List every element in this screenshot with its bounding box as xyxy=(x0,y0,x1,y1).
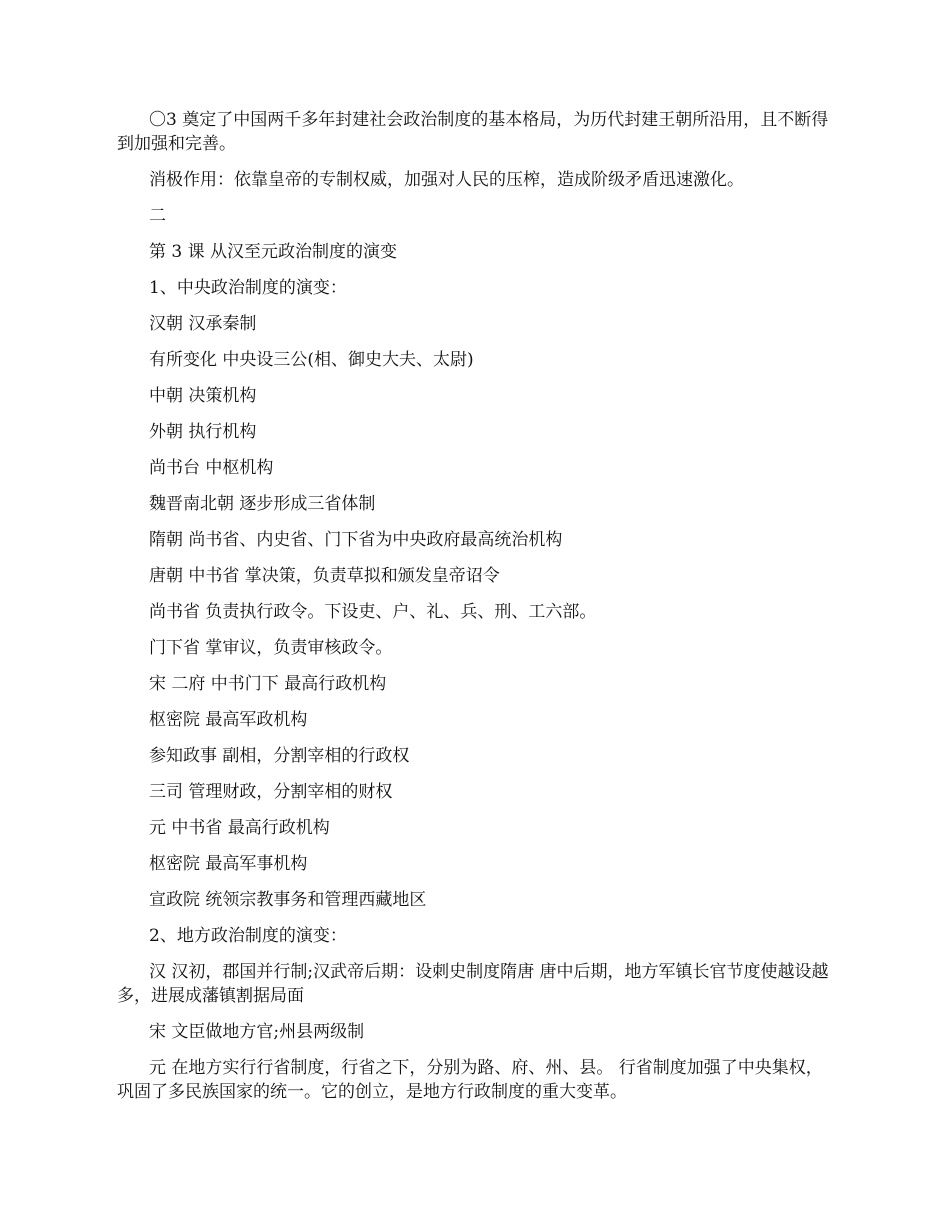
paragraph-11: 魏晋南北朝 逐步形成三省体制 xyxy=(149,494,376,514)
paragraph-26: 元 在地方实行行省制度，行省之下，分别为路、府、州、县。 行省制度加强了中央集权，巩固了多民族国家的统一。它的创立，是地方行政制度的重大变革。 xyxy=(117,1058,823,1102)
paragraph-3: 二 xyxy=(149,206,166,226)
paragraph-17: 枢密院 最高军政机构 xyxy=(149,710,308,730)
paragraph-7: 有所变化 中央设三公(相、御史大夫、太尉) xyxy=(149,350,474,370)
paragraph-18: 参知政事 副相，分割宰相的行政权 xyxy=(149,746,410,766)
paragraph-25: 宋 文臣做地方官;州县两级制 xyxy=(149,1022,365,1042)
paragraph-14: 尚书省 负责执行政令。下设吏、户、礼、兵、刑、工六部。 xyxy=(149,602,597,622)
paragraph-16: 宋 二府 中书门下 最高行政机构 xyxy=(149,674,387,694)
section-heading-local: 2、地方政治制度的演变： xyxy=(149,926,347,946)
paragraph-22: 宣政院 统领宗教事务和管理西藏地区 xyxy=(149,890,427,910)
paragraph-10: 尚书台 中枢机构 xyxy=(149,458,274,478)
lesson-title: 第 3 课 从汉至元政治制度的演变 xyxy=(149,242,398,262)
document-body xyxy=(117,108,833,1116)
paragraph-19: 三司 管理财政，分割宰相的财权 xyxy=(149,782,393,802)
paragraph-20: 元 中书省 最高行政机构 xyxy=(149,818,330,838)
paragraph-9: 外朝 执行机构 xyxy=(149,422,257,442)
paragraph-12: 隋朝 尚书省、内史省、门下省为中央政府最高统治机构 xyxy=(149,530,563,550)
paragraph-6: 汉朝 汉承秦制 xyxy=(149,314,257,334)
paragraph-24: 汉 汉初，郡国并行制;汉武帝后期：设刺史制度隋唐 唐中后期，地方军镇长官节度使越设越多，进展成藩镇割据局面 xyxy=(117,962,829,1006)
paragraph-15: 门下省 掌审议，负责审核政令。 xyxy=(149,638,393,658)
paragraph-21: 枢密院 最高军事机构 xyxy=(149,854,308,874)
paragraph-13: 唐朝 中书省 掌决策，负责草拟和颁发皇帝诏令 xyxy=(149,566,500,586)
paragraph-1: 〇3 奠定了中国两千多年封建社会政治制度的基本格局，为历代封建王朝所沿用，且不断得到加强和完善。 xyxy=(117,110,829,154)
section-heading-central: 1、中央政治制度的演变： xyxy=(149,278,347,298)
paragraph-8: 中朝 决策机构 xyxy=(149,386,257,406)
paragraph-2: 消极作用：依靠皇帝的专制权威，加强对人民的压榨，造成阶级矛盾迅速激化。 xyxy=(149,170,744,190)
